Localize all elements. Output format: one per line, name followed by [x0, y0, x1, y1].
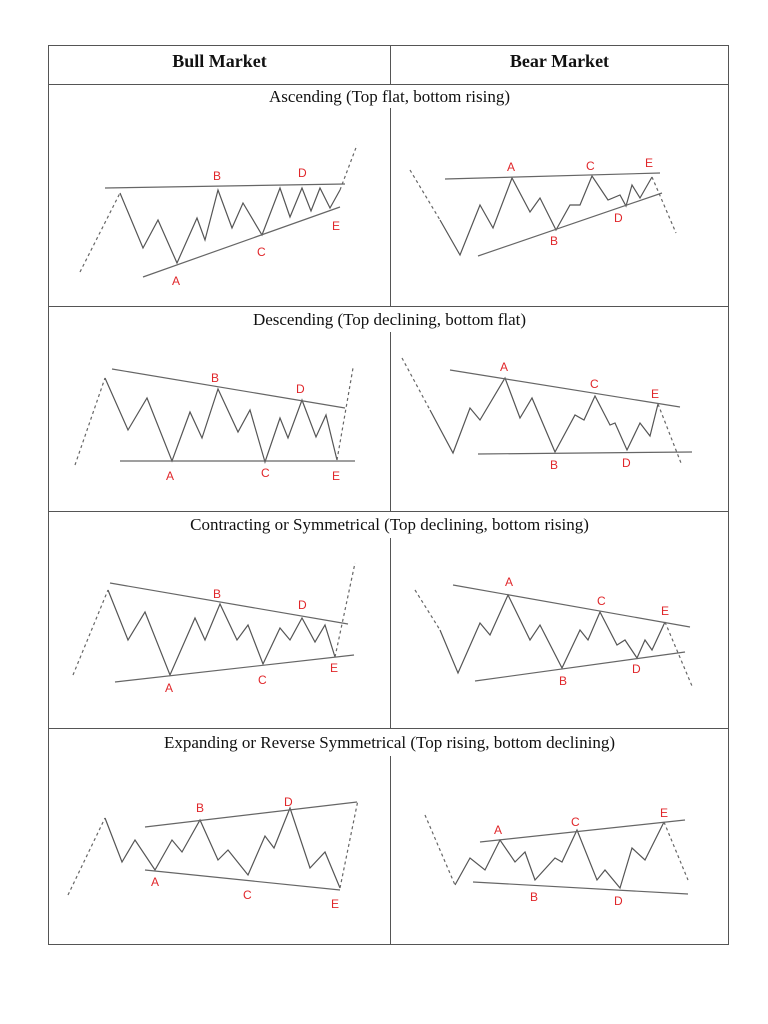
- wave-label-e: E: [332, 469, 341, 483]
- wave-label-c: C: [258, 673, 267, 687]
- row-title-expanding: Expanding or Reverse Symmetrical (Top rising, bottom declining): [163, 733, 616, 752]
- wave-label-b: B: [550, 234, 559, 248]
- wave-label-c: C: [257, 245, 266, 259]
- prior-trend-line: [415, 590, 440, 630]
- wave-label-d: D: [284, 795, 293, 809]
- wave-zigzag: [120, 188, 340, 263]
- wave-zigzag: [430, 378, 658, 453]
- prior-trend-line: [80, 193, 120, 272]
- wave-label-e: E: [651, 387, 660, 401]
- breakout-line: [340, 145, 357, 190]
- wave-label-e: E: [332, 219, 341, 233]
- prior-trend-line: [75, 378, 105, 465]
- wave-zigzag: [105, 808, 340, 888]
- prior-trend-line: [68, 818, 105, 895]
- wave-label-c: C: [261, 466, 270, 480]
- wave-label-a: A: [165, 681, 174, 695]
- row-title-ascending: Ascending (Top flat, bottom rising): [268, 87, 511, 106]
- top-trendline: [112, 369, 345, 408]
- wave-label-a: A: [507, 160, 516, 174]
- wave-label-a: A: [505, 575, 514, 589]
- prior-trend-line: [410, 170, 440, 220]
- bottom-trendline: [475, 652, 685, 681]
- top-trendline: [480, 820, 685, 842]
- wave-label-b: B: [559, 674, 568, 688]
- wave-label-b: B: [550, 458, 559, 472]
- bear-ascending-diagram: [410, 156, 676, 256]
- breakout-line: [658, 404, 681, 463]
- bear-contracting-diagram: [415, 575, 692, 688]
- bottom-trendline: [473, 882, 688, 894]
- wave-label-a: A: [494, 823, 503, 837]
- bottom-trendline: [145, 870, 340, 890]
- wave-label-e: E: [661, 604, 670, 618]
- wave-label-c: C: [586, 159, 595, 173]
- wave-label-b: B: [211, 371, 220, 385]
- prior-trend-line: [402, 358, 430, 410]
- bear-expanding-diagram: [425, 806, 688, 908]
- wave-label-b: B: [530, 890, 539, 904]
- prior-trend-line: [73, 590, 108, 675]
- wave-label-d: D: [614, 894, 623, 908]
- wave-label-b: B: [213, 587, 222, 601]
- wave-label-a: A: [500, 360, 509, 374]
- wave-label-a: A: [172, 274, 181, 288]
- top-trendline: [110, 583, 348, 624]
- wave-label-d: D: [296, 382, 305, 396]
- wave-label-b: B: [196, 801, 205, 815]
- wave-zigzag: [455, 822, 664, 888]
- breakout-line: [337, 368, 353, 460]
- bull-ascending-diagram: [80, 145, 357, 288]
- top-trendline: [445, 173, 660, 179]
- breakout-line: [664, 822, 688, 880]
- bear-market-header: Bear Market: [509, 51, 610, 71]
- bull-descending-diagram: [75, 368, 355, 483]
- row-title-contracting: Contracting or Symmetrical (Top declining, bottom rising): [190, 515, 589, 534]
- top-trendline: [145, 802, 357, 827]
- wave-label-c: C: [571, 815, 580, 829]
- top-trendline: [453, 585, 690, 627]
- wave-label-c: C: [597, 594, 606, 608]
- prior-trend-line: [425, 815, 455, 885]
- breakout-line: [652, 177, 676, 233]
- bull-expanding-diagram: [68, 795, 358, 911]
- row-title-descending: Descending (Top declining, bottom flat): [252, 310, 527, 329]
- wave-label-a: A: [166, 469, 175, 483]
- bull-contracting-diagram: [73, 563, 355, 695]
- wave-label-a: A: [151, 875, 160, 889]
- bear-descending-diagram: [402, 358, 692, 472]
- wave-label-d: D: [622, 456, 631, 470]
- wave-label-e: E: [645, 156, 654, 170]
- wave-label-e: E: [331, 897, 340, 911]
- wave-label-e: E: [330, 661, 339, 675]
- wave-label-d: D: [632, 662, 641, 676]
- wave-label-b: B: [213, 169, 222, 183]
- bottom-trendline: [115, 655, 354, 682]
- wave-label-d: D: [614, 211, 623, 225]
- wave-label-d: D: [298, 166, 307, 180]
- wave-label-c: C: [590, 377, 599, 391]
- top-trendline: [105, 184, 345, 188]
- bottom-trendline: [478, 193, 662, 256]
- top-trendline: [450, 370, 680, 407]
- wave-label-d: D: [298, 598, 307, 612]
- breakout-line: [335, 563, 355, 657]
- bull-market-header: Bull Market: [172, 51, 267, 71]
- breakout-line: [340, 800, 358, 888]
- wave-label-c: C: [243, 888, 252, 902]
- bottom-trendline: [478, 452, 692, 454]
- wave-label-e: E: [660, 806, 669, 820]
- bottom-trendline: [143, 207, 340, 277]
